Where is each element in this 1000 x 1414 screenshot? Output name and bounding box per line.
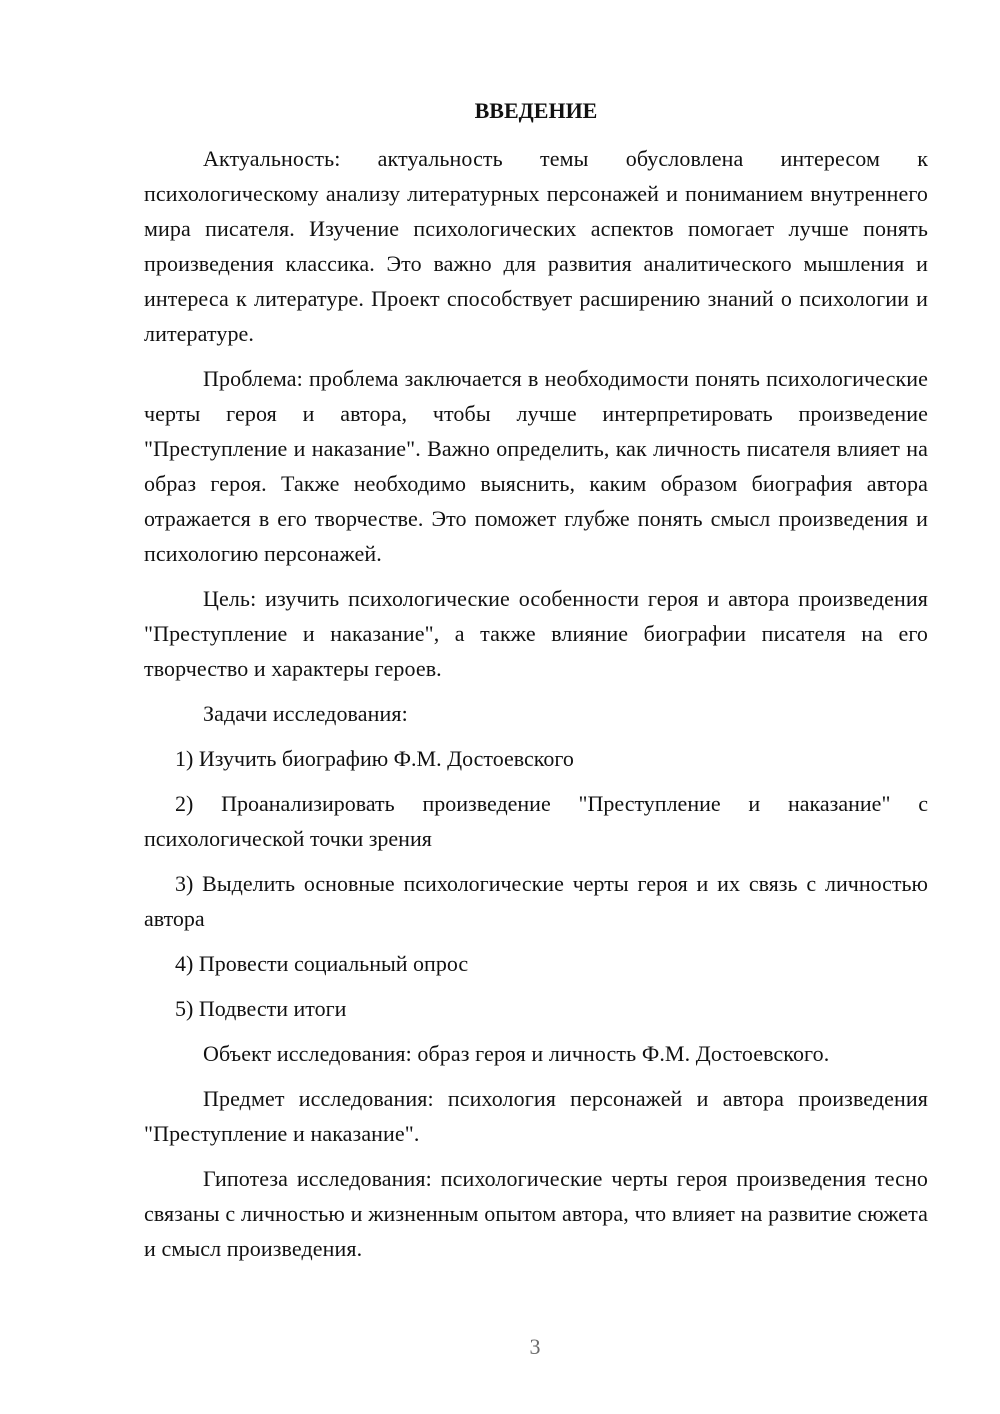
object-paragraph: Объект исследования: образ героя и личность Ф.М. Достоевского. [203,1041,830,1066]
relevance-paragraph: Актуальность: актуальность темы обусловлена интересом к психологическому анализу литературных персонажей и пониманием внутреннего мира писателя. Изучение психологических аспектов помогает лучше понять произведения классика. Это важно для развития аналитического мышления и интереса к литературе. Проект способствует расширению знаний о психологии и литературе. [144,146,928,346]
task-item: 5) Подвести итоги [175,996,347,1021]
hypothesis-paragraph: Гипотеза исследования: психологические черты героя произведения тесно связаны с личностью и жизненным опытом автора, что влияет на развитие сюжета и смысл произведения. [144,1166,928,1261]
section-heading: ВВЕДЕНИЕ [474,98,598,123]
task-item: 2) Проанализировать произведение "Преступление и наказание" с психологической точки зрения [144,791,928,851]
task-item: 4) Провести социальный опрос [175,951,469,976]
tasks-title: Задачи исследования: [203,701,408,726]
page-content [144,95,928,1276]
task-item: 3) Выделить основные психологические черты героя и их связь с личностью автора [144,871,928,931]
goal-paragraph: Цель: изучить психологические особенности героя и автора произведения "Преступление и наказание", а также влияние биографии писателя на его творчество и характеры героев. [144,586,928,681]
subject-paragraph: Предмет исследования: психология персонажей и автора произведения "Преступление и наказание". [144,1086,928,1146]
page-number: 3 [529,1334,541,1359]
problem-paragraph: Проблема: проблема заключается в необходимости понять психологические черты героя и автора, чтобы лучше интерпретировать произведение "Преступление и наказание". Важно определить, как личность писателя влияет на образ героя. Также необходимо выяснить, каким образом биография автора отражается в его творчестве. Это поможет глубже понять смысл произведения и психологию персонажей. [144,366,928,566]
task-item: 1) Изучить биографию Ф.М. Достоевского [175,746,574,771]
